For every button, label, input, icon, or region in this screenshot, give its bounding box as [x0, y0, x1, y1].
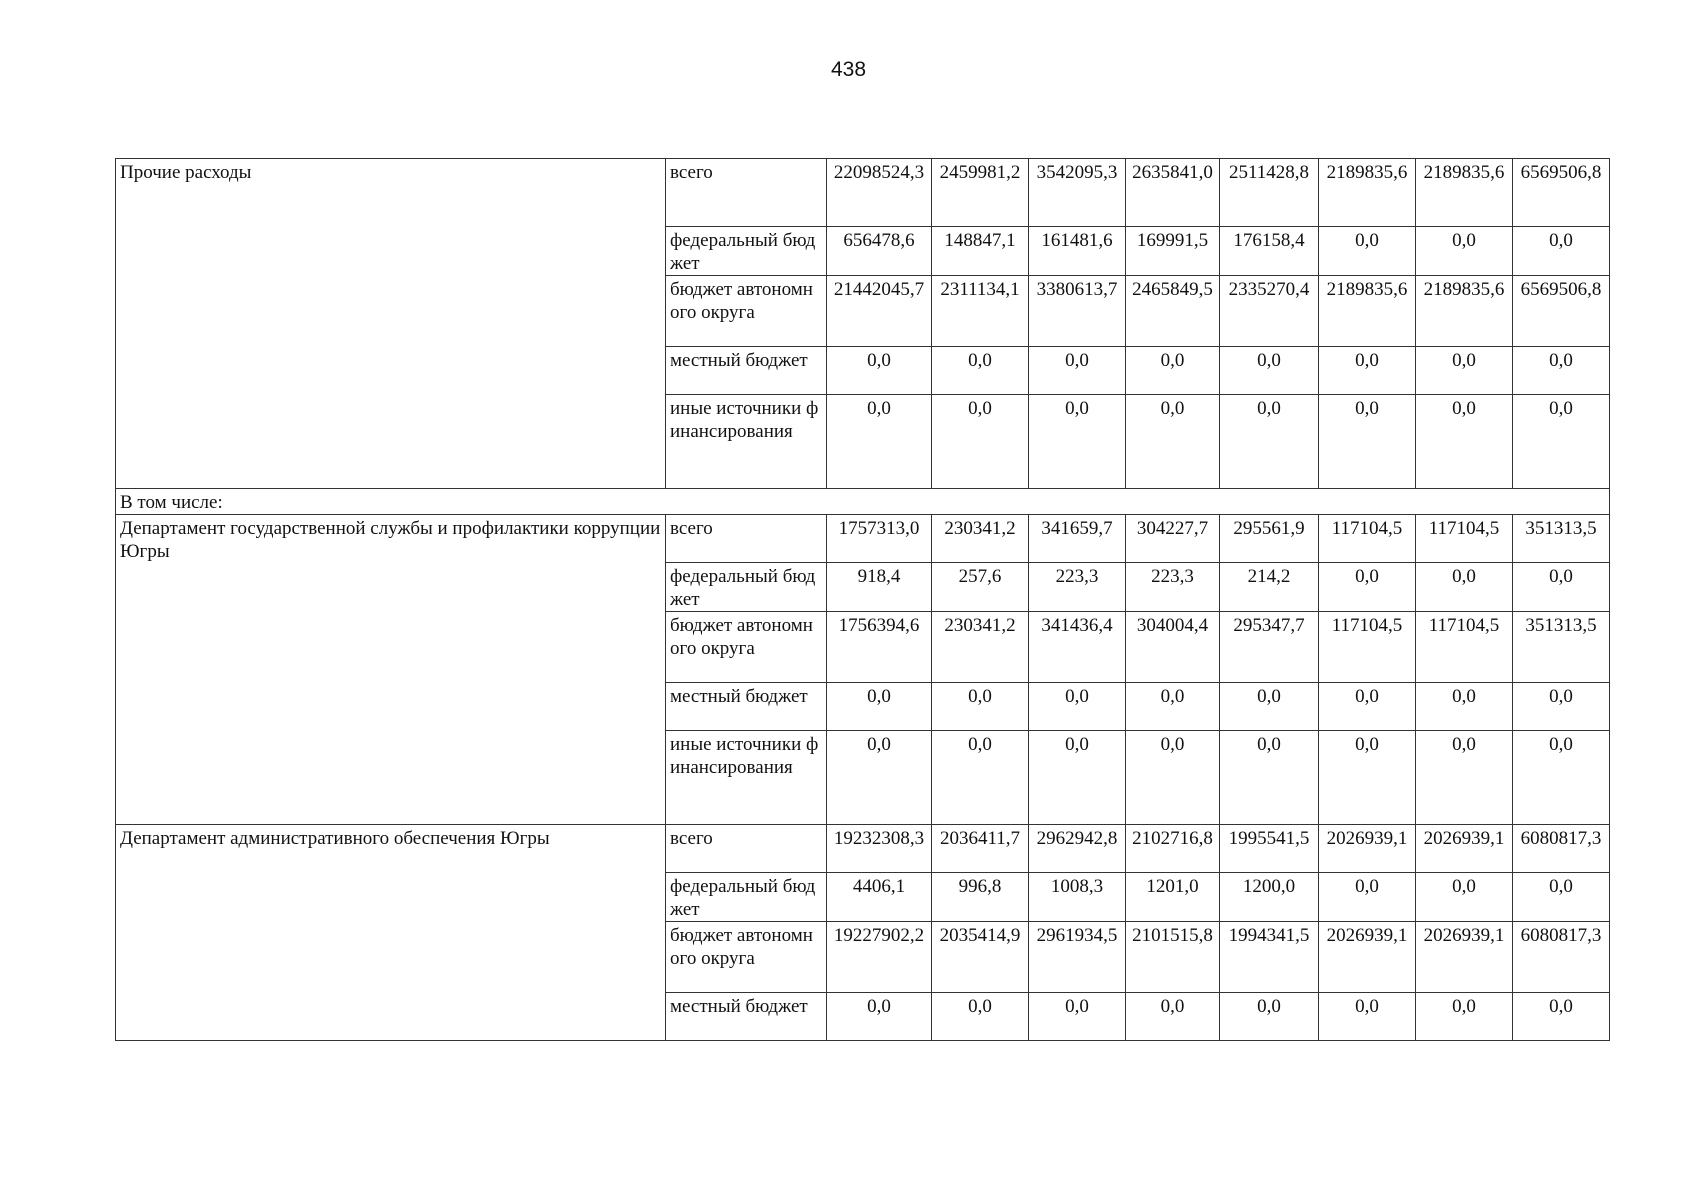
funding-source: иные источники финансирования	[666, 731, 827, 825]
amount-cell: 230341,2	[932, 515, 1029, 563]
amount-cell: 0,0	[1319, 563, 1416, 612]
amount-cell: 0,0	[1513, 873, 1610, 922]
amount-cell: 295561,9	[1220, 515, 1319, 563]
amount-cell: 2026939,1	[1416, 825, 1513, 873]
amount-cell: 0,0	[1126, 993, 1220, 1041]
amount-cell: 0,0	[1220, 993, 1319, 1041]
amount-cell: 117104,5	[1416, 515, 1513, 563]
amount-cell: 0,0	[1029, 347, 1126, 395]
amount-cell: 148847,1	[932, 227, 1029, 276]
amount-cell: 0,0	[1513, 993, 1610, 1041]
amount-cell: 2101515,8	[1126, 922, 1220, 993]
amount-cell: 656478,6	[827, 227, 932, 276]
amount-cell: 0,0	[932, 683, 1029, 731]
amount-cell: 0,0	[932, 731, 1029, 825]
amount-cell: 0,0	[1319, 395, 1416, 489]
amount-cell: 1008,3	[1029, 873, 1126, 922]
funding-source: федеральный бюджет	[666, 227, 827, 276]
amount-cell: 2335270,4	[1220, 276, 1319, 347]
amount-cell: 0,0	[1513, 395, 1610, 489]
funding-source: федеральный бюджет	[666, 873, 827, 922]
amount-cell: 0,0	[1319, 347, 1416, 395]
budget-table	[115, 158, 1610, 1041]
amount-cell: 0,0	[1513, 563, 1610, 612]
amount-cell: 2962942,8	[1029, 825, 1126, 873]
amount-cell: 2459981,2	[932, 159, 1029, 227]
amount-cell: 0,0	[1126, 731, 1220, 825]
section-label: В том числе:	[116, 489, 1610, 515]
amount-cell: 22098524,3	[827, 159, 932, 227]
amount-cell: 0,0	[827, 395, 932, 489]
amount-cell: 295347,7	[1220, 612, 1319, 683]
amount-cell: 0,0	[1220, 683, 1319, 731]
amount-cell: 0,0	[827, 993, 932, 1041]
group-name: Прочие расходы	[116, 159, 666, 489]
funding-source: всего	[666, 159, 827, 227]
amount-cell: 1757313,0	[827, 515, 932, 563]
amount-cell: 1201,0	[1126, 873, 1220, 922]
funding-source: федеральный бюджет	[666, 563, 827, 612]
amount-cell: 0,0	[1126, 395, 1220, 489]
amount-cell: 2026939,1	[1416, 922, 1513, 993]
amount-cell: 1994341,5	[1220, 922, 1319, 993]
amount-cell: 2189835,6	[1319, 276, 1416, 347]
amount-cell: 223,3	[1126, 563, 1220, 612]
amount-cell: 2189835,6	[1319, 159, 1416, 227]
amount-cell: 0,0	[1029, 731, 1126, 825]
amount-cell: 304004,4	[1126, 612, 1220, 683]
amount-cell: 2465849,5	[1126, 276, 1220, 347]
amount-cell: 0,0	[1220, 395, 1319, 489]
amount-cell: 0,0	[1513, 227, 1610, 276]
funding-source: местный бюджет	[666, 683, 827, 731]
amount-cell: 2102716,8	[1126, 825, 1220, 873]
amount-cell: 996,8	[932, 873, 1029, 922]
amount-cell: 0,0	[1513, 347, 1610, 395]
group-name: Департамент государственной службы и профилактики коррупции Югры	[116, 515, 666, 825]
page-number: 438	[830, 58, 867, 81]
amount-cell: 0,0	[1319, 873, 1416, 922]
amount-cell: 0,0	[827, 731, 932, 825]
amount-cell: 0,0	[1416, 731, 1513, 825]
amount-cell: 0,0	[1416, 563, 1513, 612]
amount-cell: 0,0	[1319, 731, 1416, 825]
amount-cell: 230341,2	[932, 612, 1029, 683]
amount-cell: 0,0	[1513, 683, 1610, 731]
amount-cell: 0,0	[1029, 683, 1126, 731]
amount-cell: 19232308,3	[827, 825, 932, 873]
amount-cell: 0,0	[1126, 683, 1220, 731]
amount-cell: 223,3	[1029, 563, 1126, 612]
amount-cell: 0,0	[1029, 395, 1126, 489]
amount-cell: 341659,7	[1029, 515, 1126, 563]
amount-cell: 214,2	[1220, 563, 1319, 612]
amount-cell: 2035414,9	[932, 922, 1029, 993]
amount-cell: 6080817,3	[1513, 922, 1610, 993]
amount-cell: 0,0	[1416, 395, 1513, 489]
funding-source: бюджет автономного округа	[666, 612, 827, 683]
amount-cell: 0,0	[1319, 683, 1416, 731]
amount-cell: 3542095,3	[1029, 159, 1126, 227]
amount-cell: 304227,7	[1126, 515, 1220, 563]
amount-cell: 1756394,6	[827, 612, 932, 683]
amount-cell: 117104,5	[1416, 612, 1513, 683]
amount-cell: 0,0	[1513, 731, 1610, 825]
table-row	[116, 159, 1610, 227]
amount-cell: 0,0	[827, 683, 932, 731]
amount-cell: 2036411,7	[932, 825, 1029, 873]
amount-cell: 341436,4	[1029, 612, 1126, 683]
amount-cell: 0,0	[1416, 347, 1513, 395]
amount-cell: 351313,5	[1513, 515, 1610, 563]
amount-cell: 176158,4	[1220, 227, 1319, 276]
amount-cell: 0,0	[1416, 993, 1513, 1041]
amount-cell: 918,4	[827, 563, 932, 612]
amount-cell: 4406,1	[827, 873, 932, 922]
funding-source: местный бюджет	[666, 993, 827, 1041]
amount-cell: 351313,5	[1513, 612, 1610, 683]
amount-cell: 0,0	[1416, 683, 1513, 731]
funding-source: всего	[666, 515, 827, 563]
amount-cell: 0,0	[932, 395, 1029, 489]
table-row	[116, 515, 1610, 563]
amount-cell: 0,0	[1126, 347, 1220, 395]
amount-cell: 2961934,5	[1029, 922, 1126, 993]
amount-cell: 0,0	[1029, 993, 1126, 1041]
amount-cell: 169991,5	[1126, 227, 1220, 276]
table-body	[116, 159, 1610, 1041]
amount-cell: 2635841,0	[1126, 159, 1220, 227]
amount-cell: 0,0	[1319, 993, 1416, 1041]
amount-cell: 0,0	[1416, 873, 1513, 922]
section-row	[116, 489, 1610, 515]
funding-source: всего	[666, 825, 827, 873]
amount-cell: 6080817,3	[1513, 825, 1610, 873]
amount-cell: 2311134,1	[932, 276, 1029, 347]
amount-cell: 0,0	[1220, 347, 1319, 395]
amount-cell: 0,0	[932, 347, 1029, 395]
amount-cell: 117104,5	[1319, 515, 1416, 563]
amount-cell: 1200,0	[1220, 873, 1319, 922]
amount-cell: 2189835,6	[1416, 276, 1513, 347]
amount-cell: 1995541,5	[1220, 825, 1319, 873]
amount-cell: 257,6	[932, 563, 1029, 612]
amount-cell: 2026939,1	[1319, 922, 1416, 993]
amount-cell: 6569506,8	[1513, 276, 1610, 347]
funding-source: иные источники финансирования	[666, 395, 827, 489]
amount-cell: 0,0	[1416, 227, 1513, 276]
amount-cell: 21442045,7	[827, 276, 932, 347]
group-name: Департамент административного обеспечения Югры	[116, 825, 666, 1041]
table-row	[116, 825, 1610, 873]
funding-source: местный бюджет	[666, 347, 827, 395]
amount-cell: 0,0	[827, 347, 932, 395]
amount-cell: 19227902,2	[827, 922, 932, 993]
amount-cell: 6569506,8	[1513, 159, 1610, 227]
funding-source: бюджет автономного округа	[666, 276, 827, 347]
amount-cell: 161481,6	[1029, 227, 1126, 276]
amount-cell: 117104,5	[1319, 612, 1416, 683]
funding-source: бюджет автономного округа	[666, 922, 827, 993]
amount-cell: 3380613,7	[1029, 276, 1126, 347]
amount-cell: 2189835,6	[1416, 159, 1513, 227]
amount-cell: 0,0	[932, 993, 1029, 1041]
amount-cell: 0,0	[1319, 227, 1416, 276]
amount-cell: 0,0	[1220, 731, 1319, 825]
amount-cell: 2511428,8	[1220, 159, 1319, 227]
amount-cell: 2026939,1	[1319, 825, 1416, 873]
